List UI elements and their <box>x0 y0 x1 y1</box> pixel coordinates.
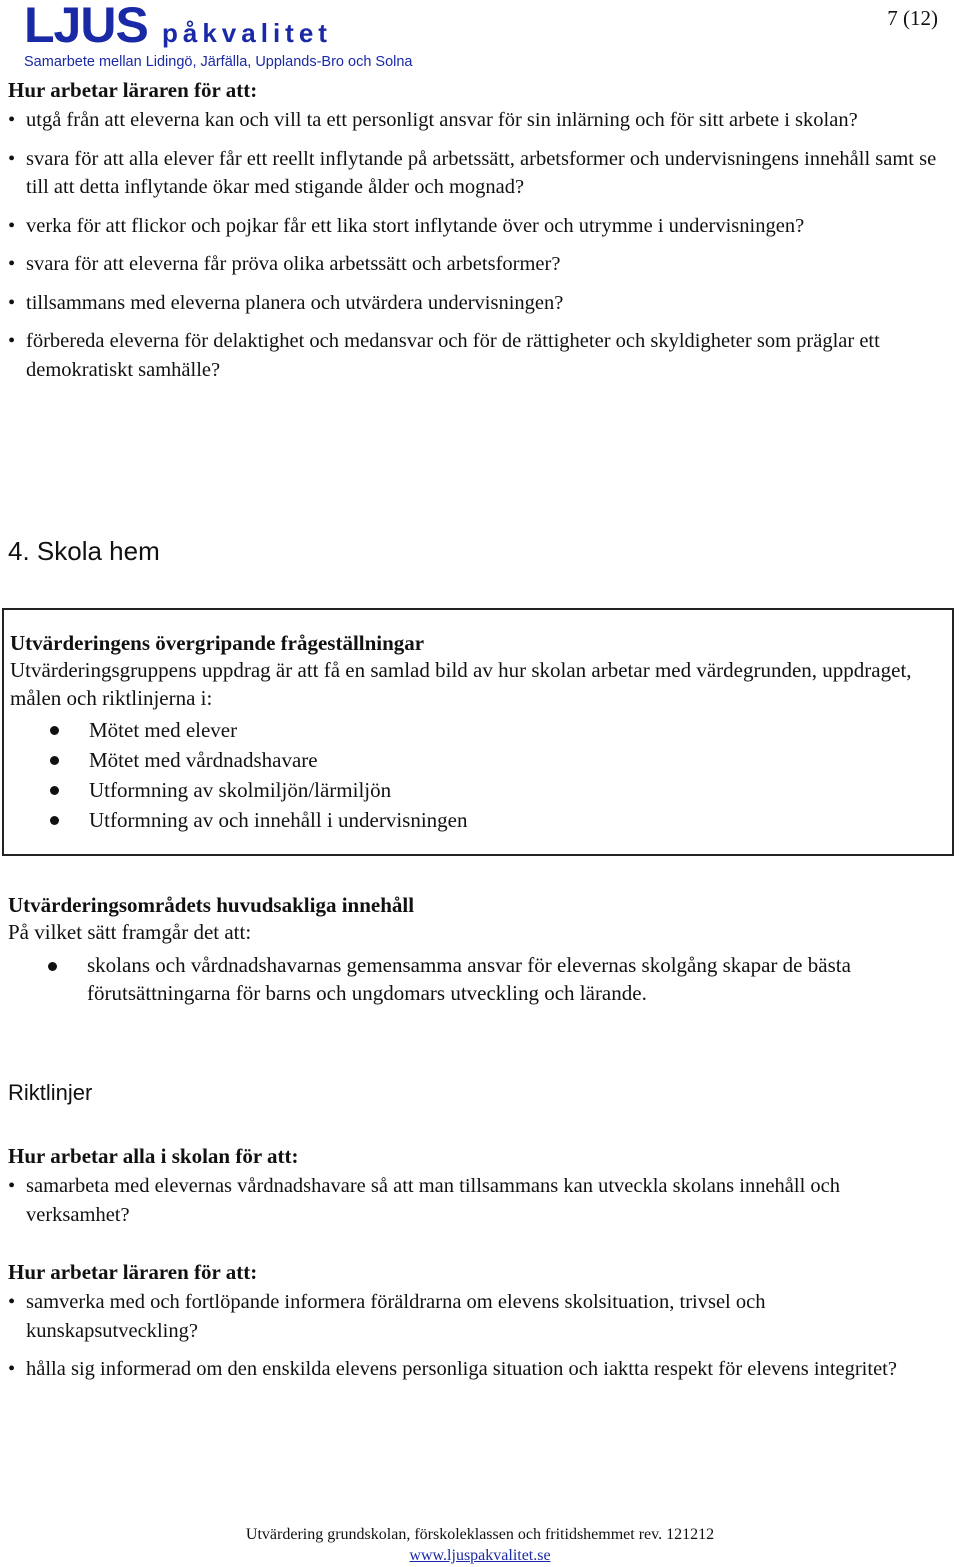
footer-link-row <box>0 1546 960 1566</box>
bullet-icon <box>50 756 59 765</box>
list-item: • förbereda eleverna för delaktighet och medansvar och för de rättigheter och skyldigheter som präglar ett demokratiskt samhälle? <box>8 327 938 384</box>
list-item: • hålla sig informerad om den enskilda elevens personliga situation och iaktta respekt för elevens integritet? <box>8 1355 938 1384</box>
box-intro: Utvärderingsgruppens uppdrag är att få en samlad bild av hur skolan arbetar med värdegrunden, uppdraget, målen och riktlinjerna i: <box>10 658 912 710</box>
list-item: • utgå från att eleverna kan och vill ta ett personligt ansvar för sin inlärning och för sitt arbete i skolan? <box>8 106 938 135</box>
list-item: Utformning av och innehåll i undervisningen <box>10 805 940 835</box>
footer-text: Utvärdering grundskolan, förskoleklassen och fritidshemmet rev. 121212 <box>245 1526 715 1543</box>
bullet-icon <box>50 786 59 795</box>
logo-ljus: LJUS <box>24 0 148 53</box>
bullet-icon <box>50 726 59 735</box>
section-teacher-1 <box>8 77 938 384</box>
bullet-icon <box>50 816 59 825</box>
section-heading: Hur arbetar alla i skolan för att: <box>8 1144 299 1168</box>
page-number: 7 (12) <box>887 6 938 30</box>
section-heading: Hur arbetar läraren för att: <box>8 78 258 102</box>
list-item: Mötet med elever <box>10 715 940 745</box>
footer-link[interactable]: www.ljuspakvalitet.se <box>409 1547 551 1564</box>
section-intro: På vilket sätt framgår det att: <box>8 920 252 944</box>
evaluation-questions-box <box>2 608 954 856</box>
bullet-icon <box>48 962 57 971</box>
list-item: • verka för att flickor och pojkar får ett lika stort inflytande över och utrymme i undervisningen? <box>8 212 938 241</box>
logo-tagline: Samarbete mellan Lidingö, Järfälla, Upplands-Bro och Solna <box>24 54 413 70</box>
list-item: • svara för att eleverna får pröva olika arbetssätt och arbetsformer? <box>8 250 938 279</box>
section-title: 4. Skola hem <box>8 536 160 566</box>
list-item: Mötet med vårdnadshavare <box>10 745 940 775</box>
list-item: • samarbeta med elevernas vårdnadshavare så att man tillsammans kan utveckla skolans innehåll och verksamhet? <box>8 1172 938 1229</box>
section-heading: Hur arbetar läraren för att: <box>8 1260 258 1284</box>
box-heading: Utvärderingens övergripande frågeställningar <box>10 631 425 655</box>
list-item: • svara för att alla elever får ett reellt inflytande på arbetssätt, arbetsformer och undervisningens innehåll samt se till att detta inflytande ökar med stigande ålder och mognad? <box>8 145 938 202</box>
list-item: • samverka med och fortlöpande informera föräldrarna om elevens skolsituation, trivsel och kunskapsutveckling? <box>8 1288 938 1345</box>
logo-subtitle: påkvalitet <box>162 18 332 48</box>
list-item: • tillsammans med eleverna planera och utvärdera undervisningen? <box>8 289 938 318</box>
content-section <box>8 892 933 1007</box>
section-all <box>8 1143 938 1229</box>
list-item: skolans och vårdnadshavarnas gemensamma ansvar för elevernas skolgång skapar de bästa förutsättningarna för barns och ungdomars utveckling och lärande. <box>8 951 933 1007</box>
section-teacher-2 <box>8 1259 938 1384</box>
section-heading: Utvärderingsområdets huvudsakliga innehåll <box>8 893 415 917</box>
riktlinjer-title: Riktlinjer <box>8 1080 93 1105</box>
list-item: Utformning av skolmiljön/lärmiljön <box>10 775 940 805</box>
